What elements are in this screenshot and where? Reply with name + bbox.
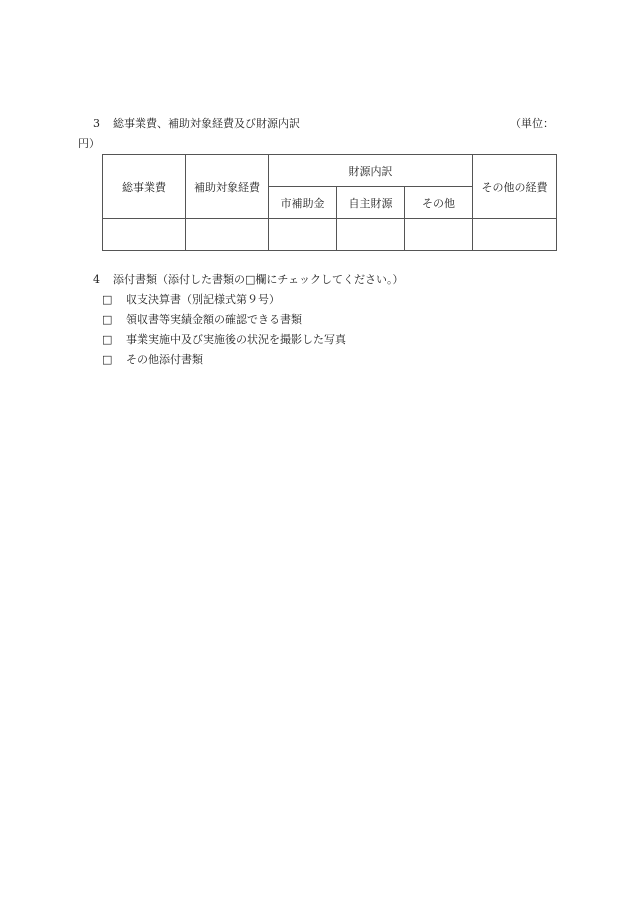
header-other: その他 (405, 187, 473, 219)
cell-other-expenses[interactable] (473, 219, 557, 251)
header-eligible: 補助対象経費 (186, 155, 269, 219)
header-breakdown: 財源内訳 (269, 155, 473, 187)
unit-label: （単位： (510, 117, 554, 130)
header-total: 総事業費 (103, 155, 186, 219)
list-item: その他添付書類 (126, 353, 203, 366)
cell-eligible[interactable] (186, 219, 269, 251)
header-own-funds: 自主財源 (337, 187, 405, 219)
expense-table (102, 154, 557, 251)
section3-title: 総事業費、補助対象経費及び財源内訳 (113, 117, 300, 130)
table-row (103, 219, 557, 251)
cell-other[interactable] (405, 219, 473, 251)
cell-total[interactable] (103, 219, 186, 251)
header-city-subsidy: 市補助金 (269, 187, 337, 219)
checkbox-icon[interactable]: □ (102, 313, 113, 326)
checkbox-icon[interactable]: □ (102, 293, 113, 306)
list-item: 領収書等実績金額の確認できる書類 (126, 313, 302, 326)
section3-number: 3 (93, 117, 100, 130)
cell-city-subsidy[interactable] (269, 219, 337, 251)
header-other-expenses: その他の経費 (473, 155, 557, 219)
list-item: 事業実施中及び実施後の状況を撮影した写真 (126, 333, 346, 346)
checkbox-icon[interactable]: □ (102, 353, 113, 366)
section4-number: 4 (93, 273, 100, 286)
unit-label-cont: 円） (78, 137, 100, 150)
section4-title: 添付書類（添付した書類の□欄にチェックしてください。） (113, 273, 404, 286)
list-item: 収支決算書（別記様式第９号） (126, 293, 280, 306)
cell-own-funds[interactable] (337, 219, 405, 251)
checkbox-icon[interactable]: □ (102, 333, 113, 346)
